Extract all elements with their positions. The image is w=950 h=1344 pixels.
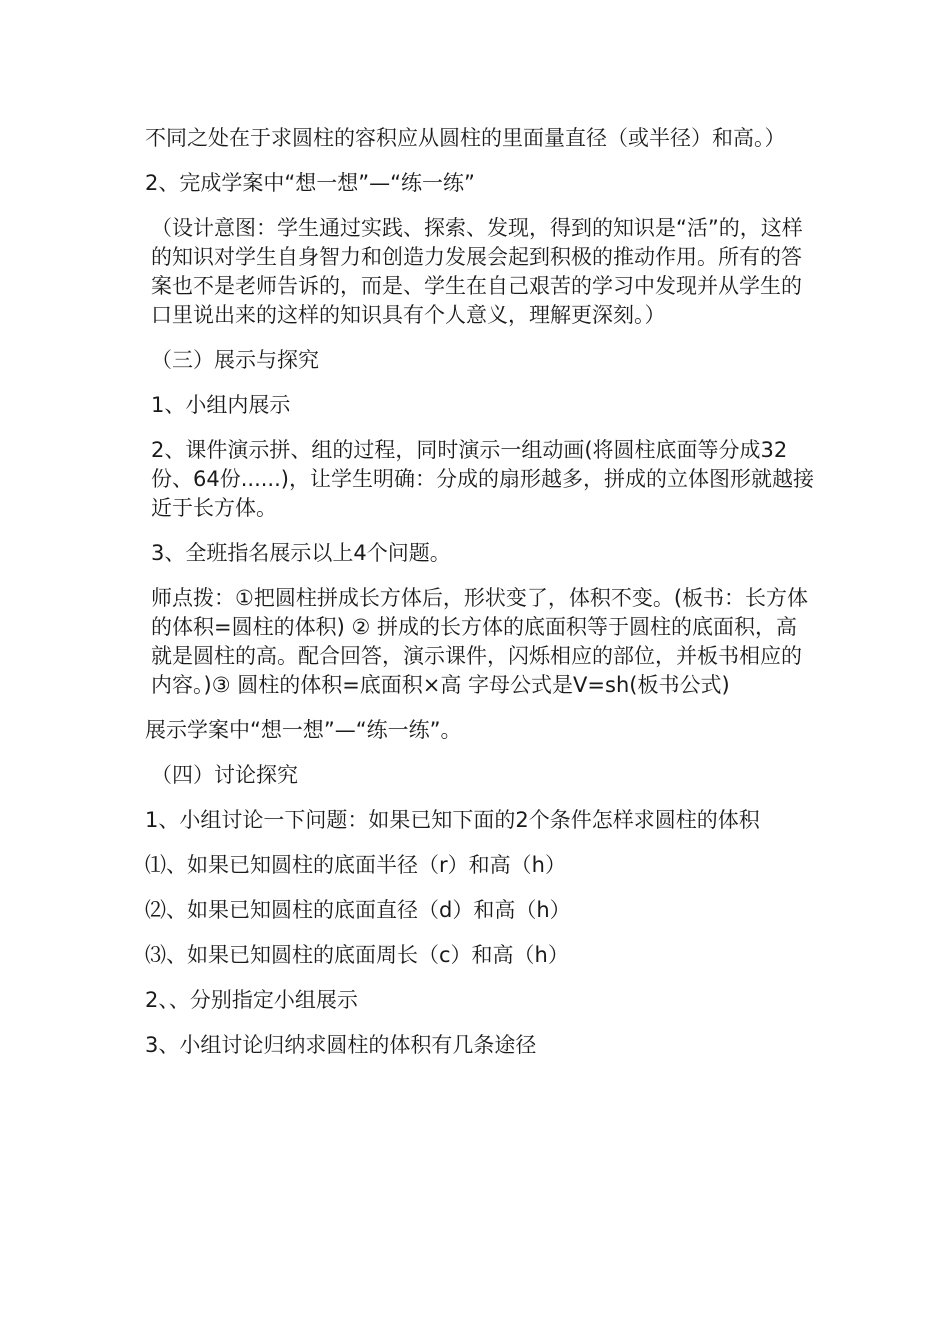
list-item-circumference-height: ⑶、如果已知圆柱的底面周长（c）和高（h） bbox=[145, 943, 569, 967]
paragraph-assign-groups: 2、、分别指定小组展示 bbox=[145, 988, 358, 1012]
paragraph-class-display: 3、全班指名展示以上4个问题。 bbox=[151, 541, 451, 565]
section-heading-show-and-explore: （三）展示与探究 bbox=[151, 348, 319, 372]
section-heading-discussion: （四）讨论探究 bbox=[151, 763, 298, 787]
paragraph-teacher-guidance: 师点拨：①把圆柱拼成长方体后，形状变了，体积不变。(板书：长方体的体积=圆柱的体积) ② 拼成的长方体的底面积等于圆柱的底面积，高就是圆柱的高。配合回答，演示课件，闪烁相应的部位，并板书相应的内容。)③ 圆柱的体积=底面积×高 字母公式是V=sh(板书公式) bbox=[151, 586, 809, 697]
paragraph-task-2-worksheet: 2、完成学案中“想一想”—“练一练” bbox=[145, 171, 475, 195]
document-body bbox=[145, 124, 815, 1076]
paragraph-courseware-demo: 2、课件演示拼、组的过程，同时演示一组动画(将圆柱底面等分成32份、64份......)，让学生明确：分成的扇形越多，拼成的立体图形就越接近于长方体。 bbox=[151, 438, 814, 520]
paragraph-cylinder-capacity-note: 不同之处在于求圆柱的容积应从圆柱的里面量直径（或半径）和高。） bbox=[145, 126, 786, 150]
paragraph-summarize-methods: 3、小组讨论归纳求圆柱的体积有几条途径 bbox=[145, 1033, 537, 1057]
paragraph-show-worksheet: 展示学案中“想一想”—“练一练”。 bbox=[145, 718, 462, 742]
paragraph-group-display: 1、小组内展示 bbox=[151, 393, 291, 417]
list-item-radius-height: ⑴、如果已知圆柱的底面半径（r）和高（h） bbox=[145, 853, 566, 877]
list-item-diameter-height: ⑵、如果已知圆柱的底面直径（d）和高（h） bbox=[145, 898, 571, 922]
paragraph-discussion-question: 1、小组讨论一下问题：如果已知下面的2个条件怎样求圆柱的体积 bbox=[145, 808, 760, 832]
paragraph-design-intent: （设计意图：学生通过实践、探索、发现，得到的知识是“活”的，这样的知识对学生自身智力和创造力发展会起到积极的推动作用。所有的答案也不是老师告诉的，而是、学生在自己艰苦的学习中发现并从学生的口里说出来的这样的知识具有个人意义，理解更深刻。） bbox=[151, 216, 803, 327]
